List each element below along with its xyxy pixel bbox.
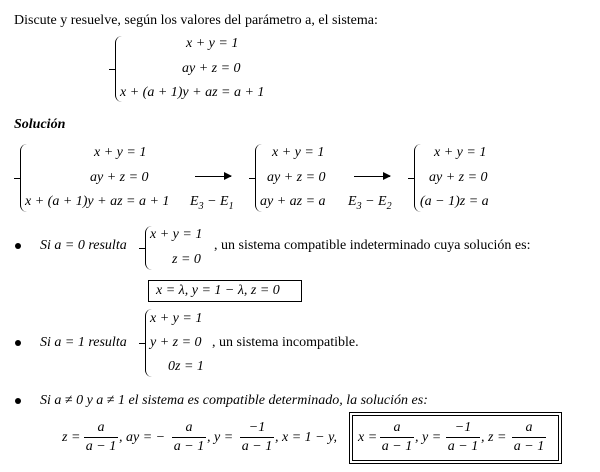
bullet-1 bbox=[15, 243, 21, 249]
statement-eq-2: ay + z = 0 bbox=[182, 61, 241, 76]
case2-eq-3: 0z = 1 bbox=[168, 359, 204, 374]
case1-result: x = λ, y = 1 − λ, z = 0 bbox=[156, 283, 280, 298]
final-x-lhs: x = bbox=[358, 430, 378, 445]
final-x-frac: a a − 1 bbox=[381, 420, 413, 454]
step-z-lhs: z = bbox=[62, 430, 81, 445]
case2-lead: Si a = 1 resulta bbox=[40, 335, 127, 350]
case1-lead: Si a = 0 resulta bbox=[40, 238, 127, 253]
final-z-frac: a a − 1 bbox=[513, 420, 545, 454]
step-y-lhs: , y = bbox=[207, 430, 234, 445]
sys3-eq-3: (a − 1)z = a bbox=[420, 194, 489, 209]
sys1-eq-1: x + y = 1 bbox=[94, 145, 147, 160]
final-y-lhs: , y = bbox=[415, 430, 442, 445]
problem-statement: Discute y resuelve, según los valores del parámetro a, el sistema: bbox=[14, 13, 378, 28]
bullet-3 bbox=[15, 398, 21, 404]
step-y-frac: −1 a − 1 bbox=[241, 420, 273, 454]
case1-eq-1: x + y = 1 bbox=[150, 227, 203, 242]
arrow-1 bbox=[195, 176, 231, 177]
case2-tail: , un sistema incompatible. bbox=[212, 335, 359, 350]
sys1-eq-3: x + (a + 1)y + az = a + 1 bbox=[25, 194, 170, 209]
arrow-2 bbox=[354, 176, 390, 177]
sys3-eq-1: x + y = 1 bbox=[434, 145, 487, 160]
op-2: $E_3 - E_2$ bbox=[348, 194, 392, 212]
final-z-lhs: , z = bbox=[481, 430, 507, 445]
sys2-eq-3: ay + az = a bbox=[260, 194, 326, 209]
sys2-eq-2: ay + z = 0 bbox=[267, 170, 326, 185]
sys1-eq-2: ay + z = 0 bbox=[90, 170, 149, 185]
step-z-frac: a a − 1 bbox=[85, 420, 117, 454]
statement-eq-3: x + (a + 1)y + az = a + 1 bbox=[120, 85, 265, 100]
sys2-eq-1: x + y = 1 bbox=[272, 145, 325, 160]
case2-eq-1: x + y = 1 bbox=[150, 311, 203, 326]
solution-heading: Solución bbox=[14, 117, 66, 132]
case1-tail: , un sistema compatible indeterminado cuya solución es: bbox=[214, 238, 531, 253]
step-x-expr: , x = 1 − y, bbox=[275, 430, 338, 445]
bullet-2 bbox=[15, 340, 21, 346]
op-1: $E_3 - E_1$ bbox=[190, 194, 234, 212]
step-ay-frac: a a − 1 bbox=[173, 420, 205, 454]
sys3-eq-2: ay + z = 0 bbox=[429, 170, 488, 185]
case3-lead: Si a ≠ 0 y a ≠ 1 el sistema es compatible determinado, la solución es: bbox=[40, 393, 428, 408]
final-y-frac: −1 a − 1 bbox=[447, 420, 479, 454]
step-ay-lhs: , ay = − bbox=[119, 430, 166, 445]
case2-eq-2: y + z = 0 bbox=[150, 335, 202, 350]
statement-eq-1: x + y = 1 bbox=[186, 36, 239, 51]
case1-eq-2: z = 0 bbox=[172, 252, 201, 267]
